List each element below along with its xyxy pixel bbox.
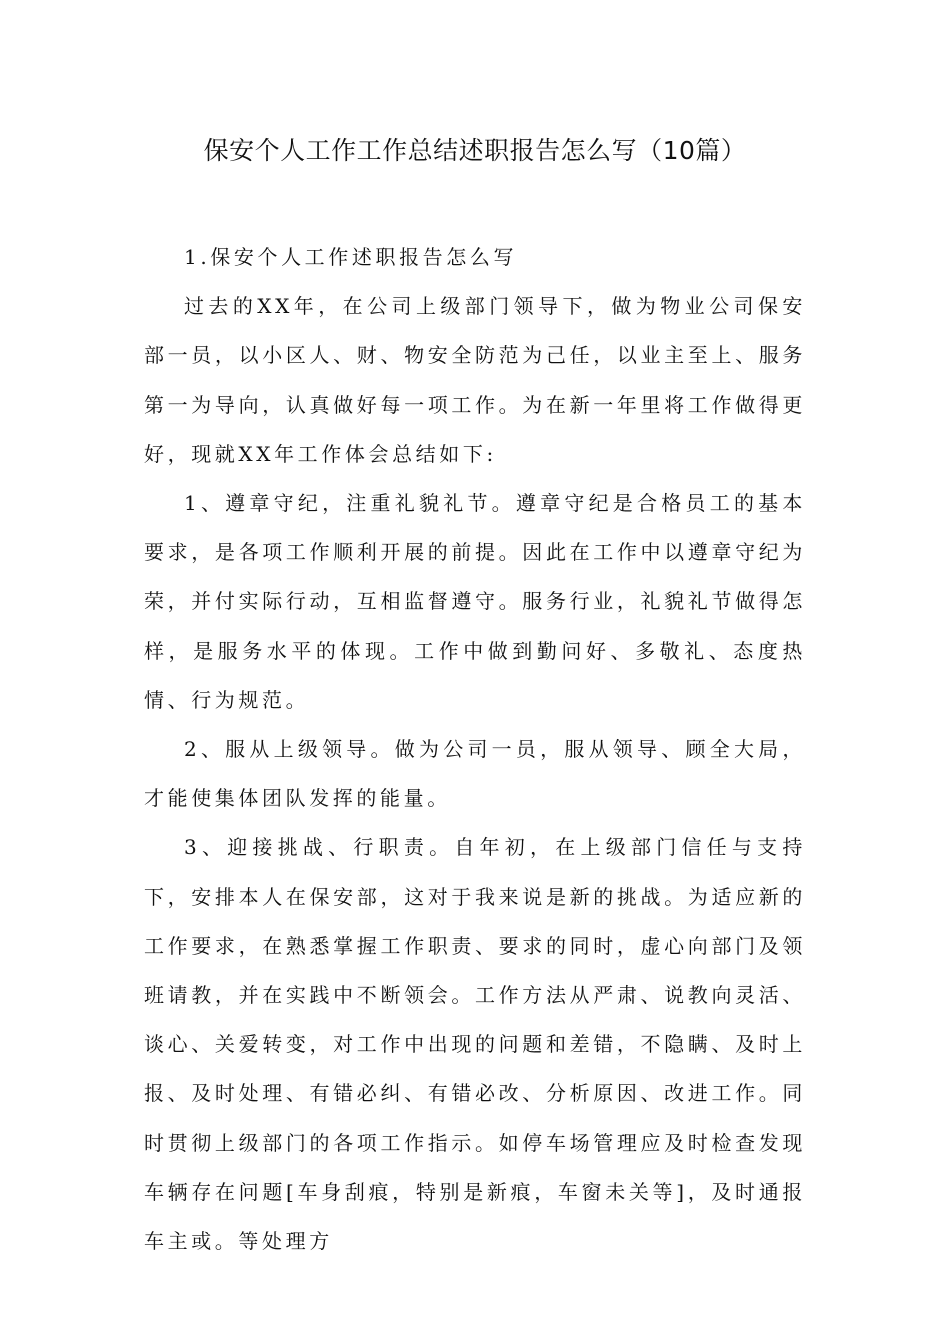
document-body bbox=[144, 233, 806, 1266]
paragraph-intro: 过去的XX年，在公司上级部门领导下，做为物业公司保安部一员，以小区人、财、物安全防范为己任，以业主至上、服务第一为导向，认真做好每一项工作。为在新一年里将工作做得更好，现就XX年工作体会总结如下: bbox=[144, 294, 806, 466]
section-heading: 1.保安个人工作述职报告怎么写 bbox=[184, 245, 518, 269]
paragraph-point-2: 2、服从上级领导。做为公司一员，服从领导、顾全大局，才能使集体团队发挥的能量。 bbox=[144, 737, 806, 811]
paragraph-point-1: 1、遵章守纪，注重礼貌礼节。遵章守纪是合格员工的基本要求，是各项工作顺利开展的前提。因此在工作中以遵章守纪为荣，并付实际行动，互相监督遵守。服务行业，礼貌礼节做得怎样，是服务水平的体现。工作中做到勤问好、多敬礼、态度热情、行为规范。 bbox=[144, 491, 806, 712]
paragraph-point-3: 3、迎接挑战、行职责。自年初，在上级部门信任与支持下，安排本人在保安部，这对于我来说是新的挑战。为适应新的工作要求，在熟悉掌握工作职责、要求的同时，虚心向部门及领班请教，并在实践中不断领会。工作方法从严肃、说教向灵活、谈心、关爱转变，对工作中出现的问题和差错，不隐瞒、及时上报、及时处理、有错必纠、有错必改、分析原因、改进工作。同时贯彻上级部门的各项工作指示。如停车场管理应及时检查发现车辆存在问题[车身刮痕，特别是新痕，车窗未关等]，及时通报车主或。等处理方 bbox=[144, 835, 806, 1254]
document-title: 保安个人工作工作总结述职报告怎么写（10篇） bbox=[203, 136, 747, 165]
